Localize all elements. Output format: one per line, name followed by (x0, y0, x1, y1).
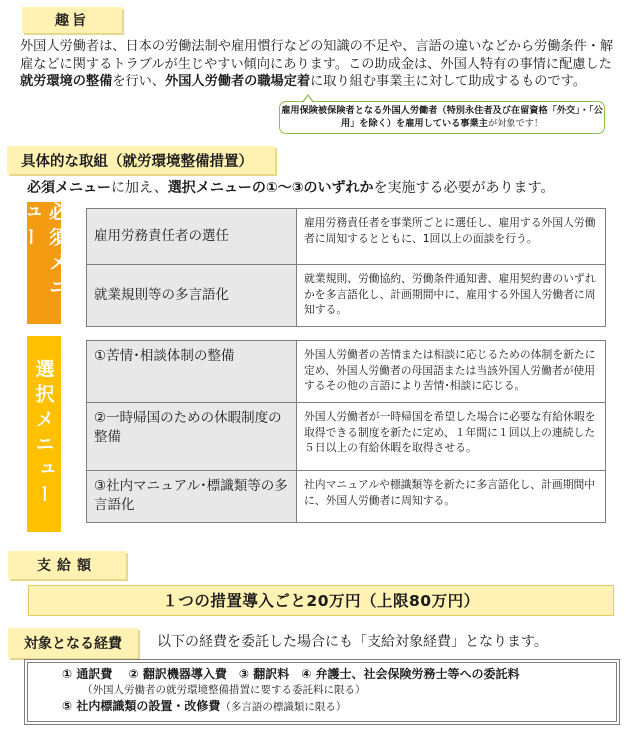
summary-text-3: に取り組む事業主に対して助成するものです。 (310, 74, 587, 89)
required-item-desc: 雇用労務責任者を事業所ごとに選任し、雇用する外国人労働者に周知するとともに、1回以上の面談を行う。 (297, 209, 606, 265)
amount-value: １つの措置導入ごと20万円（上限80万円） (28, 585, 614, 616)
table-row (87, 265, 606, 327)
selected-item-name: ②一時帰国のための休暇制度の整備 (87, 403, 297, 471)
expenses-line-3: ⑤ 社内標識類の設置・改修費 (62, 699, 221, 713)
expenses-line-2: （外国人労働者の就労環境整備措置に要する委託料に限る） (82, 684, 366, 696)
required-item-name: 雇用労務責任者の選任 (87, 209, 297, 265)
callout-pointer (302, 94, 314, 102)
summary-text-2: を行い、 (112, 74, 166, 89)
selected-menu-band: 選択メニュー (27, 336, 61, 532)
selected-item-name: ③社内マニュアル･標識類等の多言語化 (87, 471, 297, 523)
expenses-note: 以下の経費を委託した場合にも「支給対象経費」となります。 (157, 634, 548, 650)
expenses-heading: 対象となる経費 (8, 628, 138, 658)
selected-menu-table (86, 340, 606, 523)
amount-heading: 支給額 (8, 551, 126, 579)
initiatives-heading: 具体的な取組（就労環境整備措置） (7, 146, 275, 174)
callout-bold-text: 雇用保険被保険者となる外国人労働者（特別永住者及び在留資格「外交」・「公用」を除く）を雇用している事業主 (281, 105, 603, 129)
callout-tail-text: が対象です！ (487, 118, 544, 129)
summary-bold-2: 外国人労働者の職場定着 (165, 74, 311, 89)
selected-item-desc: 外国人労働者の苦情または相談に応じるための体制を新たに定め、外国人労働者の母国語または当該外国人労働者が使用するその他の言語により苦情･相談に応じる。 (297, 341, 606, 403)
selected-item-name: ①苦情･相談体制の整備 (87, 341, 297, 403)
required-menu-band: 必須メニュー (27, 202, 61, 324)
intro-text-2: を実施する必要があります。 (373, 180, 555, 196)
expenses-line-1: ① 通訳費 ② 翻訳機器導入費 ③ 翻訳料 ④ 弁護士、社会保険労務士等への委託料 (62, 667, 520, 681)
intro-bold-2: 選択メニューの①～③のいずれか (167, 180, 374, 196)
summary-bold-1: 就労環境の整備 (20, 74, 113, 89)
eligibility-callout (279, 101, 605, 134)
selected-item-desc: 外国人労働者が一時帰国を希望した場合に必要な有給休暇を取得できる制度を新たに定め、１年間に１回以上の連続した５日以上の有給休暇を取得させる。 (297, 403, 606, 471)
table-row (87, 403, 606, 471)
expenses-line-3-note: （多言語の標識類に限る） (220, 701, 347, 713)
expenses-list (27, 662, 617, 722)
required-menu-table (86, 208, 606, 327)
summary-heading: 趣旨 (22, 7, 122, 33)
table-row (87, 209, 606, 265)
initiatives-intro (27, 179, 617, 197)
table-row (87, 471, 606, 523)
selected-item-desc: 社内マニュアルや標識類等を新たに多言語化し、計画期間中に、外国人労働者に周知する。 (297, 471, 606, 523)
summary-paragraph (20, 38, 616, 91)
required-item-name: 就業規則等の多言語化 (87, 265, 297, 327)
required-item-desc: 就業規則、労働協約、労働条件通知書、雇用契約書のいずれかを多言語化し、計画期間中に、雇用する外国人労働者に周知する。 (297, 265, 606, 327)
intro-bold-1: 必須メニュー (27, 180, 111, 196)
table-row (87, 341, 606, 403)
summary-text-1: 外国人労働者は、日本の労働法制や雇用慣行などの知識の不足や、言語の違いなどから労働条件・解雇などに関するトラブルが生じやすい傾向にあります。この助成金は、外国人特有の事情に配慮した (20, 39, 614, 72)
intro-text-1: に加え、 (111, 180, 168, 196)
